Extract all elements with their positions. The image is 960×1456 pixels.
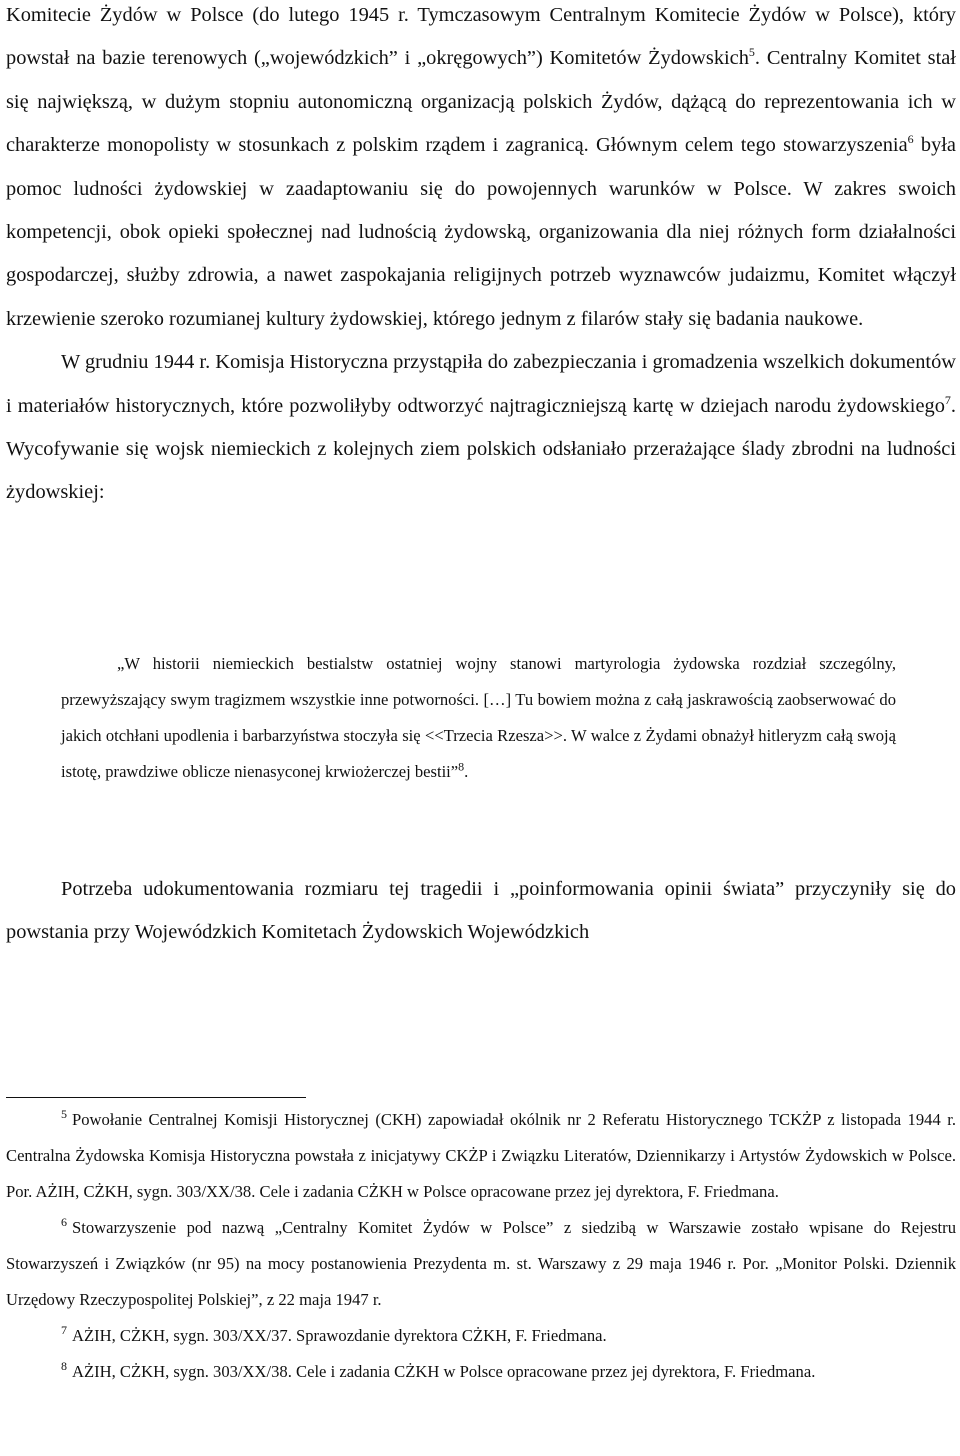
paragraph-documentation: Potrzeba udokumentowania rozmiaru tej tragedii i „poinformowania opinii świata” przyczyniły się do powstania przy Wojewódzkich Komitetach Żydowskich Wojewódzkich: [6, 878, 956, 944]
footnote-text: Stowarzyszenie pod nazwą „Centralny Komitet Żydów w Polsce” z siedzibą w Warszawie zostało wpisane do Rejestru Stowarzyszeń i Związków (nr 95) na mocy postanowienia Prezydenta m. st. Warszawy z 29 maja 1946 r. Por. „Monitor Polski. Dziennik Urzędowy Rzeczypospolitej Polskiej”, z 22 maja 1947 r.: [6, 1218, 956, 1309]
document-page: [6, 0, 956, 1381]
paragraph-committee: [6, 0, 956, 341]
footnote-ref-5[interactable]: 5: [748, 45, 755, 60]
footnote-text: AŻIH, CŻKH, sygn. 303/XX/37. Sprawozdanie dyrektora CŻKH, F. Friedmana.: [72, 1326, 607, 1345]
footnote-number: 8: [61, 1359, 67, 1374]
quote-text: „W historii niemieckich bestialstw ostatniej wojny stanowi martyrologia żydowska rozdział szczególny, przewyższający swym tragizmem wszystkie inne potworności. […] Tu bowiem można z całą jaskrawością zaobserwować do jakich otchłani upodlenia i barbarzyństwa stoczyła się <<Trzecia Rzesza>>. W walce z Żydami obnażył hitleryzm całą swoją istotę, prawdziwe oblicze nienasyconej krwiożerczej bestii”: [61, 654, 896, 781]
footnote-text: Powołanie Centralnej Komisji Historycznej (CKH) zapowiadał okólnik nr 2 Referatu Historycznego TCKŻP z listopada 1944 r. Centralna Żydowska Komisja Historyczna powstała z inicjatywy CKŻP i Związku Literatów, Dziennikarzy i Artystów Żydowskich w Polsce. Por. AŻIH, CŻKH, sygn. 303/XX/38. Cele i zadania CŻKH w Polsce opracowane przez jej dyrektora, F. Friedmana.: [6, 1110, 956, 1201]
footnote-number: 5: [61, 1107, 67, 1122]
footnote-separator: [6, 1097, 306, 1098]
paragraph-text: była pomoc ludności żydowskiej w zaadaptowaniu się do powojennych warunków w Polsce. W zakres swoich kompetencji, obok opieki społecznej nad ludnością żydowską, organizowania dla niej różnych form działalności gospodarczej, służby zdrowia, a nawet zaspokajania religijnych potrzeb wyznawców judaizmu, Komitet włączył krzewienie szeroko rozumianej kultury żydowskiej, którego jednym z filarów stały się badania naukowe.: [6, 134, 956, 330]
paragraph-text: . Wycofywanie się wojsk niemieckich z kolejnych ziem polskich odsłaniało przerażające ślady zbrodni na ludności żydowskiej:: [6, 394, 956, 504]
footnote-5: [6, 1102, 956, 1210]
paragraph-documentation-wrapper: [6, 868, 956, 955]
quote-text: .: [464, 762, 469, 781]
footnote-ref-6[interactable]: 6: [907, 132, 914, 147]
footnotes-section: [6, 1102, 956, 1390]
paragraph-text: W grudniu 1944 r. Komisja Historyczna przystąpiła do zabezpieczania i gromadzenia wszelkich dokumentów i materiałów historycznych, które pozwoliłyby odtworzyć najtragiczniejszą kartę w dziejach narodu żydowskiego: [6, 351, 956, 417]
footnote-text: AŻIH, CŻKH, sygn. 303/XX/38. Cele i zadania CŻKH w Polsce opracowane przez jej dyrektora, F. Friedmana.: [72, 1362, 816, 1381]
footnote-ref-7[interactable]: 7: [944, 392, 951, 407]
paragraph-text: Komitecie Żydów w Polsce (do lutego 1945 r. Tymczasowym Centralnym Komitecie Żydów w Polsce), który powstał na bazie terenowych („wojewódzkich” i „okręgowych”) Komitetów Żydowskich: [6, 4, 956, 70]
paragraph-historical-commission: [6, 341, 956, 515]
footnote-6: [6, 1210, 956, 1318]
footnote-number: 7: [61, 1323, 67, 1338]
footnote-number: 6: [61, 1215, 67, 1230]
footnote-ref-8[interactable]: 8: [458, 759, 465, 774]
footnote-8: [6, 1354, 956, 1390]
paragraph-text: . Centralny Komitet stał się największą, w dużym stopniu autonomiczną organizacją polskich Żydów, dążącą do reprezentowania ich w charakterze monopolisty w stosunkach z polskim rządem i zagranicą. Głównym celem tego stowarzyszenia: [6, 47, 956, 157]
footnote-7: [6, 1318, 956, 1354]
block-quote: [61, 646, 896, 790]
